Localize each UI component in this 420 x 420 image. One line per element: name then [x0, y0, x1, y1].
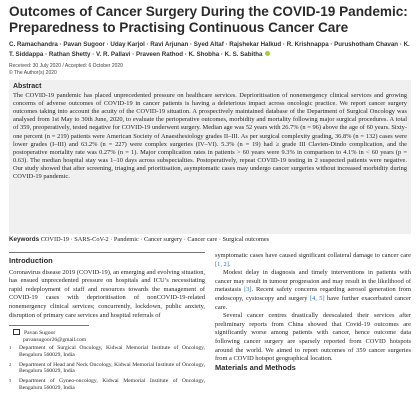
methods-heading: Materials and Methods: [215, 362, 296, 372]
body-columns: [9, 252, 411, 395]
right-paragraph-1: [215, 252, 411, 269]
author-names: C. Ramachandra · Pavan Sugoor · Uday Karjol · Ravi Arjunan · Syed Altaf · Rajshekar Halkud · R. Krishnappa · Purushotham Chavan · K. T. Siddappa · Rathan Shetty · V. R. Pallavi · Praveen Rathod · K. Shobha · K. S. Sabitha: [9, 41, 410, 58]
abstract-text: The COVID-19 pandemic has placed unprecedented pressure on healthcare services. Deprioritisation of nonemergency clinical services and growing concerns of adverse outcomes of COVID-19 in cancer patients is having a deleterious impact across oncologic practice. We report cancer surgery outcomes taking into account the acuity of the COVID-19 situation. A prospectively maintained database of the Department of Surgical Oncology was analysed from 1st May to 30th June, 2020, to evaluate the perioperative outcomes, morbidity and mortality following major surgical procedures. A total of 359, preoperatively, tested negative for COVID-19 underwent surgery. Median age was 52 years with 26.7% (n = 96) above the age of 60 years. Sixty-one percent (n = 219) patients were American Society of Anaesthesiology grades II–III. As per surgical complexity grading, 36.8% (n = 132) cases were lower grades (I–III) and 63.2% (n = 227) were complex surgeries (IV–VI). 5.3% (n = 19) had ≥ grade III Clavien-Dindo complication, and the postoperative mortality rate was 0.27% (n = 1). Major complication rates in patients > 60 years were 9.3% in comparison to 4.1% in < 60 years (p = 0.63). The median hospital stay was 1–10 days across subspecialties. Postoperatively, repeat COVID-19 testing in 2 suspected patients were negative. Our study showed that after screening, triaging and prioritisation, asymptomatic cases may undergo cancer surgeries without increased morbidity during COVID-19 pandemic.: [13, 92, 407, 181]
right-paragraph-3: Several cancer centres drastically deescalated their services after preliminary reports from China showed that Covid-19 outcomes are significantly worse among patients with cancer, hence outcome data following cancer surgery are sparsely reported from COVID hotspots around the world. We aimed to report outcomes of 359 cancer surgeries from a COVID hotspot geographical location.: [215, 312, 411, 363]
introduction-paragraph: Coronavirus disease 2019 (COVID-19), an emerging and evolving situation, has ensued unprecedented pressure on hospitals and ICU’s necessitating rapid redeployment of staff and resources towards the management of COVID-19 cases with deprioritisation of nonCOVID-19-related nonemergency clinical services; concurrently, lockdown, public anxiety, disruption of primary care services and hospital referrals of: [9, 268, 205, 319]
reference-link[interactable]: [1, 2]: [215, 260, 229, 268]
received-accepted-dates: Received: 30 July 2020 / Accepted: 6 October 2020: [9, 63, 123, 69]
corresponding-author: [9, 329, 205, 343]
affiliation-3: [9, 378, 205, 391]
orcid-icon[interactable]: [265, 51, 270, 56]
reference-link[interactable]: [3]: [244, 286, 252, 294]
paragraph-text: . Recent safety concerns regarding aerosol generation from endoscopy, cystoscopy and surgery: [215, 286, 412, 302]
paragraph-text: Modest delay in diagnosis and timely interventions in patients with cancer may result in tumour progression and may result in the likelihood of metastasis: [215, 269, 411, 294]
corresponding-email[interactable]: pavansugoor26@gmail.com: [23, 336, 87, 343]
article-title: Outcomes of Cancer Surgery During the COVID-19 Pandemic: Preparedness to Practising Continuous Cancer Care: [9, 4, 408, 35]
affiliation-2: [9, 362, 205, 375]
affiliation-text: Department of Head and Neck Oncology, Kidwai Memorial Institute of Oncology, Bengaluru 560029, India: [19, 361, 205, 375]
envelope-icon: [13, 329, 20, 335]
left-column: [9, 252, 205, 395]
affiliation-text: Department of Gyneo-oncology, Kidwai Memorial Institute of Oncology, Bengaluru 560029, India: [19, 378, 205, 391]
paragraph-text: .: [228, 260, 231, 268]
reference-link[interactable]: [4, 5]: [309, 294, 325, 302]
paragraph-text: symptomatic cases have caused significant collateral damage to cancer care: [215, 252, 411, 259]
affiliation-number: 3: [9, 378, 12, 384]
abstract-heading: Abstract: [13, 83, 42, 90]
abstract-box: [9, 80, 411, 234]
section-divider: [9, 252, 205, 253]
keywords-label: Keywords: [9, 236, 40, 243]
copyright-line: © The Author(s) 2020: [9, 70, 57, 76]
introduction-heading: Introduction: [9, 256, 53, 265]
keywords-text: COVID-19 · SARS-CoV-2 · Pandemic · Cancer surgery · Cancer care · Surgical outcomes: [40, 236, 270, 243]
affiliation-1: [9, 345, 205, 358]
right-column: [215, 252, 411, 395]
affiliation-text: Department of Surgical Oncology, Kidwai Memorial Institute of Oncology, Bengaluru 560029, India: [19, 345, 205, 359]
affiliation-number: 1: [9, 345, 12, 351]
keywords: [9, 236, 411, 244]
paragraph-text: have further exacerbated cancer care.: [215, 294, 411, 311]
article-dates: [9, 63, 411, 77]
right-paragraph-2: [215, 269, 411, 312]
footnote-divider: [9, 325, 89, 326]
affiliation-number: 2: [9, 361, 12, 367]
corresponding-name: Pavan Sugoor: [24, 330, 56, 337]
author-list: [9, 40, 411, 60]
